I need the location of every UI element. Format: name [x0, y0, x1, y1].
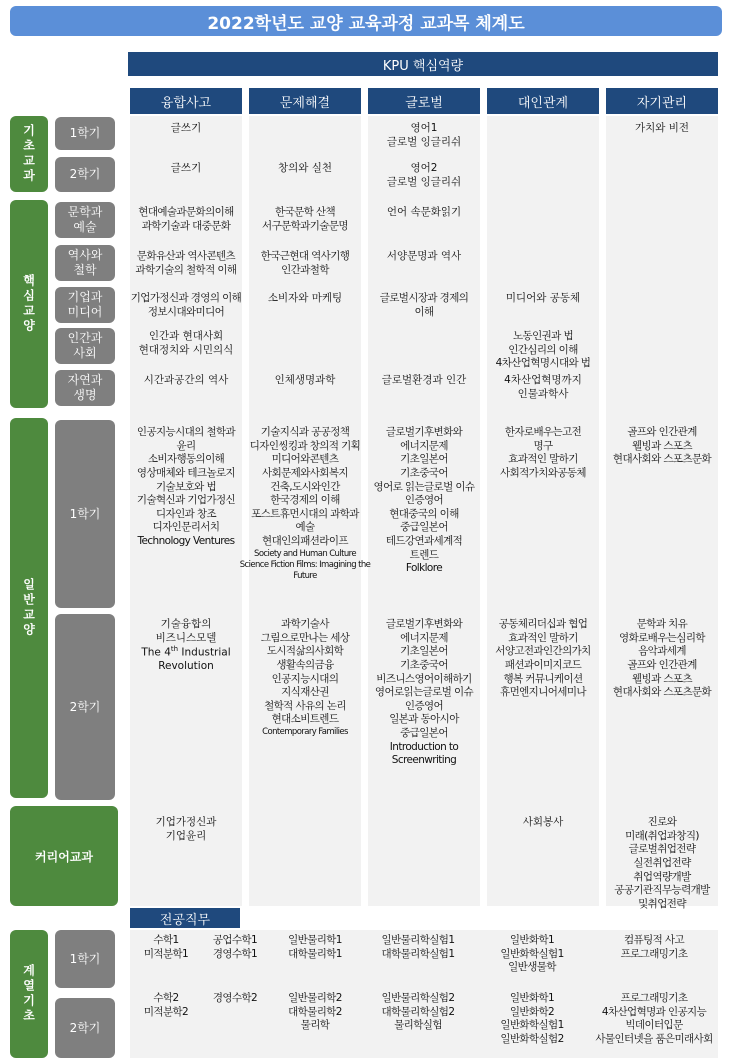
cell-core-human-col4: [487, 330, 599, 372]
course-name: 수학2: [153, 992, 179, 1004]
course-name: 기술지식과 공공정책: [260, 426, 350, 438]
cell-maj-sem2-col1: [134, 992, 198, 1058]
course-name: 현대사회와 스포츠문화: [612, 686, 712, 699]
course-name: 행복 커뮤니케이션: [503, 672, 583, 685]
course-name: 빅데이터입문: [625, 1019, 683, 1032]
cell-basic-sem1-col2: [249, 122, 361, 154]
row-label-core-literature: 문학과 예술: [55, 202, 115, 238]
cell-gen-sem1-col1: [130, 426, 242, 616]
course-name: 인물과학사: [517, 387, 569, 400]
course-name: 4차산업혁명까지: [504, 374, 582, 386]
row-label-basic-sem2: 2학기: [55, 157, 115, 192]
course-name: 수학1: [153, 934, 179, 946]
course-name: 글로벌 잉글리쉬: [386, 175, 462, 188]
course-name: 일반화학1: [509, 992, 555, 1004]
course-name: 글로벌기후변화와: [385, 426, 463, 438]
cell-core-lit-col1: [130, 206, 242, 242]
cell-gen-sem1-col2: [239, 426, 371, 616]
course-name: 골프와 인간관계: [627, 426, 697, 438]
course-name: 웰빙과 스포츠: [632, 439, 692, 452]
course-name: 일반물리학실험1: [381, 934, 455, 946]
cell-core-lit-col3: [368, 206, 480, 242]
course-name: 웰빙과 스포츠: [632, 672, 692, 685]
course-name: Introduction to: [389, 740, 459, 753]
row-label-major-sem2: 2학기: [55, 998, 115, 1058]
course-name: The 4th Industrial: [141, 645, 231, 659]
course-name: 실전취업전략: [633, 856, 691, 869]
course-name: 사회봉사: [522, 816, 564, 828]
cell-core-nature-col5: [606, 374, 718, 410]
cell-basic-sem2-col4: [487, 162, 599, 194]
cell-core-nature-col1: [130, 374, 242, 410]
course-name: Contemporary Families: [262, 727, 348, 738]
cell-basic-sem1-col1: [130, 122, 242, 154]
course-name: 중급일본어: [400, 727, 448, 740]
course-name: 기업윤리: [165, 829, 207, 842]
course-name: 소비자행동의이해: [147, 453, 225, 466]
cell-maj-sem1-col4: [362, 934, 474, 990]
course-name: 프로그래밍기초: [620, 947, 688, 960]
cell-basic-sem1-col4: [487, 122, 599, 154]
course-name: 한국문학 산책: [275, 206, 335, 218]
cell-gen-sem2-col2: [249, 618, 361, 804]
column-header-problem-solving: 문제해결: [249, 88, 361, 114]
course-name: 도시적삶의사회학: [266, 645, 344, 658]
column-header-self-management: 자기관리: [606, 88, 718, 114]
course-name: 한자로배우는고전: [504, 426, 582, 438]
course-name: 현대예술과문화의이해: [138, 206, 234, 218]
row-label-core-nature: 자연과 생명: [55, 370, 115, 406]
course-name: 서양고전과인간의가치: [495, 645, 591, 658]
course-name: 물리학실험: [394, 1019, 442, 1032]
cell-gen-sem2-col4: [487, 618, 599, 804]
course-name: 글로벌취업전략: [628, 843, 696, 856]
course-name: 테드강연과세계적: [385, 535, 463, 548]
course-name: 공동체리더십과 협업: [498, 618, 588, 630]
group-label-career: 커리어교과: [10, 806, 118, 906]
course-name: 4차산업혁명시대와 법: [495, 357, 591, 370]
course-name: 인공지능시대의 철학과: [136, 426, 236, 438]
course-name: 과학기술의 철학적 이해: [135, 263, 237, 276]
cell-core-lit-col2: [249, 206, 361, 242]
course-name: 취업역량개발: [633, 870, 691, 883]
course-name: 현대인의패션라이프: [262, 535, 348, 548]
course-name: 미적분학1: [143, 947, 189, 960]
course-name: 대학물리학실험1: [381, 947, 455, 960]
row-label-core-human: 인간과 사회: [55, 328, 115, 364]
course-name: 및취업전략: [638, 897, 686, 910]
course-name: 일반물리학1: [288, 934, 342, 946]
course-name: 공공기관직무능력개발: [614, 884, 710, 897]
row-label-core-history: 역사와 철학: [55, 245, 115, 281]
course-name: 정보시대와미디어: [147, 305, 225, 318]
cell-career-col1: [130, 816, 242, 908]
course-name: 음악과세계: [638, 645, 686, 658]
course-name: 대학물리학1: [288, 947, 342, 960]
cell-gen-sem1-col3: [368, 426, 480, 616]
course-name: 소비자와 마케팅: [267, 292, 343, 304]
course-name: 공업수학1: [212, 934, 258, 946]
course-name: 사물인터넷을 품은미래사회: [595, 1032, 713, 1045]
course-name: 기초일본어: [400, 645, 448, 658]
course-name: 명구: [533, 439, 553, 452]
course-name: 일반화학2: [509, 1005, 555, 1018]
cell-maj-sem1-col1: [134, 934, 198, 990]
cell-core-biz-col1: [130, 292, 242, 328]
cell-career-col3: [368, 816, 480, 908]
course-name: 현대정치와 시민의식: [138, 343, 234, 356]
course-name: 비즈니스영어이해하기: [376, 672, 472, 685]
cell-career-col4: [487, 816, 599, 908]
cell-basic-sem1-col3: [368, 122, 480, 154]
course-name: 생활속의금융: [276, 658, 334, 671]
cell-maj-sem1-col6: [590, 934, 718, 990]
cell-core-lit-col4: [487, 206, 599, 242]
cell-core-human-col3: [368, 330, 480, 372]
course-name: 기초중국어: [400, 658, 448, 671]
page-title: 2022학년도 교양 교육과정 교과목 체계도: [10, 6, 722, 36]
row-label-general-sem1: 1학기: [55, 420, 115, 608]
cell-core-hist-col2: [249, 250, 361, 286]
course-name: 한국경제의 이해: [270, 494, 340, 507]
course-name: 일반물리학실험2: [381, 992, 455, 1004]
cell-core-biz-col5: [606, 292, 718, 328]
cell-basic-sem2-col2: [249, 162, 361, 194]
cell-maj-sem2-col6: [590, 992, 718, 1058]
course-name: 미디어와콘텐츠: [271, 453, 339, 466]
course-name: 글로벌 잉글리쉬: [386, 135, 462, 148]
course-name: 일본과 동아시아: [389, 713, 459, 726]
competency-header: KPU 핵심역량: [128, 52, 718, 76]
course-name: 경영수학2: [212, 992, 258, 1004]
cell-core-biz-col4: [487, 292, 599, 328]
course-name: Folklore: [405, 562, 443, 575]
course-name: 컴퓨팅적 사고: [624, 934, 684, 946]
course-name: 기술보호와 법: [156, 480, 216, 493]
course-name: 인증영어: [404, 699, 444, 712]
course-name: 글로벌환경과 인간: [381, 374, 467, 386]
course-name: 창의와 실천: [277, 162, 333, 174]
course-name: Revolution: [158, 660, 214, 673]
column-header-interpersonal: 대인관계: [487, 88, 599, 114]
course-name: 영어로읽는글로벌 이슈: [374, 686, 474, 699]
course-name: 기업가정신과 경영의 이해: [130, 292, 242, 304]
column-header-convergence: 융합사고: [130, 88, 242, 114]
cell-maj-sem2-col5: [478, 992, 586, 1058]
course-name: 글로벌기후변화와: [385, 618, 463, 630]
cell-basic-sem2-col3: [368, 162, 480, 194]
cell-core-hist-col1: [130, 250, 242, 286]
course-name: Screenwriting: [391, 754, 457, 767]
cell-maj-sem1-col3: [272, 934, 358, 990]
course-name: 인공지능시대의: [271, 672, 339, 685]
course-name: 서양문명과 역사: [386, 250, 462, 262]
cell-basic-sem1-col5: [606, 122, 718, 154]
course-name: 디자인씽킹과 창의적 기획: [249, 439, 361, 452]
course-name: 에너지문제: [400, 631, 448, 644]
course-name: 그림으로만나는 세상: [260, 631, 350, 644]
course-name: 경영수학1: [212, 947, 258, 960]
cell-maj-sem2-col2: [200, 992, 270, 1058]
course-name: 기초일본어: [400, 453, 448, 466]
course-name: 철학적 사유의 논리: [264, 699, 346, 712]
course-name: 기술혁신과 기업가정신: [136, 494, 236, 507]
cell-core-nature-col2: [249, 374, 361, 410]
course-name: 윤리: [176, 439, 196, 452]
cell-gen-sem1-col5: [606, 426, 718, 616]
course-name: 예술: [295, 521, 315, 534]
course-name: 현대소비트렌드: [271, 713, 339, 726]
course-name: 비즈니스모델: [155, 631, 217, 644]
course-name: 패션과이미지코드: [504, 658, 582, 671]
course-name: 미디어와 공동체: [505, 292, 581, 304]
course-name: 휴먼엔지니어세미나: [500, 686, 586, 699]
group-label-basic: 기초교과: [10, 116, 48, 192]
course-name: 미적분학2: [143, 1005, 189, 1018]
cell-maj-sem2-col3: [272, 992, 358, 1058]
group-label-major-basic: 계열기초: [10, 930, 48, 1058]
cell-core-lit-col5: [606, 206, 718, 242]
course-name: 영어1: [410, 122, 438, 134]
course-name: 글쓰기: [170, 162, 202, 174]
course-name: 현대중국의 이해: [389, 507, 459, 520]
course-name: 건축,도시와인간: [270, 480, 340, 493]
course-name: 물리학: [300, 1019, 330, 1032]
course-name: 기초중국어: [400, 466, 448, 479]
course-name: Science Fiction Films: Imagining the: [239, 559, 371, 570]
course-name: 인간과철학: [281, 263, 329, 276]
course-name: 영상매체와 테크놀로지: [136, 466, 236, 479]
course-name: 서구문학과기술문명: [262, 219, 348, 232]
row-label-general-sem2: 2학기: [55, 614, 115, 800]
course-name: 현대사회와 스포츠문화: [612, 453, 712, 466]
cell-gen-sem2-col5: [606, 618, 718, 804]
course-name: 사회문제와사회복지: [262, 466, 348, 479]
course-name: 가치와 비전: [634, 122, 690, 134]
course-name: 대학물리학실험2: [381, 1005, 455, 1018]
cell-core-nature-col4: [487, 374, 599, 410]
course-name: 미래(취업과창직): [625, 829, 699, 842]
cell-career-col5: [606, 816, 718, 908]
course-name: Society and Human Culture: [254, 548, 356, 559]
course-name: 에너지문제: [400, 439, 448, 452]
course-name: 노동인권과 법: [513, 330, 573, 342]
course-name: 인체생명과학: [274, 374, 336, 386]
course-name: 기업가정신과: [155, 816, 217, 828]
column-header-global: 글로벌: [368, 88, 480, 114]
cell-core-biz-col3: [368, 292, 480, 328]
course-name: 인간심리의 이해: [508, 343, 578, 356]
cell-core-biz-col2: [249, 292, 361, 328]
course-name: 시간과공간의 역사: [143, 374, 229, 386]
course-name: 이해: [414, 305, 434, 318]
course-name: 일반생물학: [508, 961, 556, 974]
course-name: 디자인문리서치: [152, 521, 220, 534]
row-label-core-business: 기업과 미디어: [55, 287, 115, 323]
course-name: 한국근현대 역사기행: [260, 250, 350, 262]
course-name: 과학기술사: [281, 618, 329, 630]
course-name: 인증영어: [404, 494, 444, 507]
cell-career-col2: [249, 816, 361, 908]
course-name: 트렌드: [409, 548, 439, 561]
row-label-basic-sem1: 1학기: [55, 117, 115, 150]
cell-maj-sem2-col4: [362, 992, 474, 1058]
course-name: 일반화학실험1: [500, 1019, 564, 1032]
course-name: 영어로 읽는글로벌 이슈: [373, 480, 475, 493]
cell-basic-sem2-col1: [130, 162, 242, 194]
course-name: 포스트휴먼시대의 과학과: [251, 507, 359, 520]
group-label-core: 핵심교양: [10, 200, 48, 408]
cell-maj-sem1-col2: [200, 934, 270, 990]
cell-core-human-col2: [249, 330, 361, 372]
cell-gen-sem1-col4: [487, 426, 599, 616]
cell-core-hist-col4: [487, 250, 599, 286]
course-name: 영화로배우는심리학: [619, 631, 705, 644]
course-name: 일반화학1: [509, 934, 555, 946]
cell-basic-sem2-col5: [606, 162, 718, 194]
course-name: 디자인과 창조: [156, 507, 216, 520]
course-name: Future: [293, 570, 317, 581]
course-name: 글쓰기: [170, 122, 202, 134]
course-name: 중급일본어: [400, 521, 448, 534]
course-name: 4차산업혁명과 인공지능: [601, 1005, 707, 1018]
course-name: 언어 속문화읽기: [386, 206, 462, 218]
row-label-major-sem1: 1학기: [55, 930, 115, 988]
cell-core-human-col5: [606, 330, 718, 372]
cell-maj-sem1-col5: [478, 934, 586, 990]
course-name: 일반화학실험2: [500, 1032, 564, 1045]
course-name: 골프와 인간관계: [627, 658, 697, 671]
course-name: 사회적가치와공동체: [500, 466, 586, 479]
group-label-general: 일반교양: [10, 418, 48, 798]
course-name: 대학물리학2: [288, 1005, 342, 1018]
major-job-header: 전공직무: [130, 908, 240, 928]
cell-core-hist-col5: [606, 250, 718, 286]
cell-gen-sem2-col3: [368, 618, 480, 804]
cell-core-nature-col3: [368, 374, 480, 410]
course-name: 효과적인 말하기: [508, 453, 578, 466]
course-name: 일반물리학2: [288, 992, 342, 1004]
cell-gen-sem2-col1: [130, 618, 242, 804]
course-name: 문학과 치유: [636, 618, 688, 630]
course-name: 일반화학실험1: [500, 947, 564, 960]
cell-core-hist-col3: [368, 250, 480, 286]
course-name: 과학기술과 대중문화: [141, 219, 231, 232]
course-name: 기술융합의: [160, 618, 212, 630]
course-name: 효과적인 말하기: [508, 631, 578, 644]
course-name: 프로그래밍기초: [620, 992, 688, 1004]
course-name: 진로와: [647, 816, 677, 828]
course-name: Technology Ventures: [137, 535, 235, 548]
course-name: 글로벌시장과 경제의: [379, 292, 469, 304]
course-name: 문화유산과 역사콘텐츠: [136, 250, 236, 262]
course-name: 인간과 현대사회: [148, 330, 224, 342]
cell-core-human-col1: [130, 330, 242, 372]
course-name: 영어2: [410, 162, 438, 174]
course-name: 지식재산권: [281, 686, 329, 699]
